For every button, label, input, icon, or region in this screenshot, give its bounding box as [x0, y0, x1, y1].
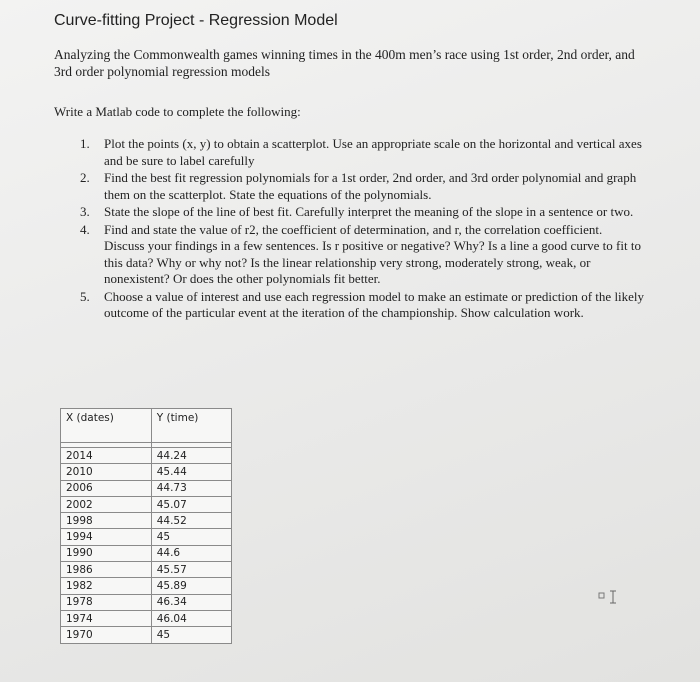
table-cell: 45 — [151, 529, 231, 545]
table-cell: 2014 — [61, 448, 152, 464]
instruction-prompt: Write a Matlab code to complete the following: — [54, 104, 301, 119]
header-y-time: Y (time) — [151, 409, 231, 443]
task-number: 3. — [80, 204, 90, 219]
intro-paragraph: Analyzing the Commonwealth games winning times in the 400m men’s race using 1st order, 2nd order, and 3rd order polynomial regression models — [54, 47, 635, 79]
table-cell: 1998 — [61, 513, 152, 529]
table-cell: 46.04 — [151, 610, 231, 626]
task-text: Choose a value of interest and use each regression model to make an estimate or prediction of the likely outcome of the particular event at the iteration of the championship. Show calculation work. — [104, 288, 645, 320]
table-row — [61, 529, 232, 545]
task-list — [80, 136, 645, 323]
table-cell: 45 — [151, 627, 231, 643]
data-table — [60, 408, 232, 644]
task-text: Plot the points (x, y) to obtain a scatterplot. Use an appropriate scale on the horizontal and vertical axes and be sure to label carefully — [104, 136, 642, 168]
table-cell: 45.07 — [151, 496, 231, 512]
table-row — [61, 513, 232, 529]
task-number: 2. — [80, 170, 90, 185]
task-number: 5. — [80, 288, 90, 304]
table-cell: 46.34 — [151, 594, 231, 610]
page-title: Curve-fitting Project - Regression Model — [54, 12, 338, 29]
header-x-dates: X (dates) — [61, 409, 152, 443]
table-cell: 45.89 — [151, 578, 231, 594]
table-cell: 1982 — [61, 578, 152, 594]
table-row — [61, 496, 232, 512]
task-item — [80, 170, 645, 203]
table-row — [61, 545, 232, 561]
table-cell: 45.44 — [151, 464, 231, 480]
task-text: Find and state the value of r2, the coefficient of determination, and r, the correlation coefficient. Discuss your findings in a few sentences. Is r positive or negative? Why? Is a line a good curve to fit to this data? Why or why not? Is the linear relationship very strong, moderately strong, weak, or nonexistent? Or does the other polynomials fit better. — [104, 221, 641, 286]
table-cell: 45.57 — [151, 562, 231, 578]
text-cursor-icon — [598, 589, 622, 605]
task-text: State the slope of the line of best fit. Carefully interpret the meaning of the slope in a sentence or two. — [104, 204, 634, 219]
task-number: 1. — [80, 136, 90, 151]
task-item — [80, 289, 645, 322]
table-row — [61, 578, 232, 594]
task-item — [80, 136, 645, 169]
table-row — [61, 448, 232, 464]
table-cell: 1978 — [61, 594, 152, 610]
table-header-row — [61, 409, 232, 443]
table-row — [61, 480, 232, 496]
table-cell: 2006 — [61, 480, 152, 496]
table-cell: 2010 — [61, 464, 152, 480]
table-row — [61, 562, 232, 578]
task-text: Find the best fit regression polynomials for a 1st order, 2nd order, and 3rd order polynomial and graph them on the scatterplot. State the equations of the polynomials. — [104, 170, 637, 202]
table-row — [61, 627, 232, 643]
task-item — [80, 222, 645, 288]
table-cell: 2002 — [61, 496, 152, 512]
table-row — [61, 594, 232, 610]
task-number: 4. — [80, 221, 90, 237]
table-cell: 1994 — [61, 529, 152, 545]
table-cell: 1990 — [61, 545, 152, 561]
task-item — [80, 204, 645, 221]
table-cell: 44.24 — [151, 448, 231, 464]
table-cell: 1986 — [61, 562, 152, 578]
table-cell: 1970 — [61, 627, 152, 643]
table-row — [61, 610, 232, 626]
table-cell: 44.6 — [151, 545, 231, 561]
table-cell: 44.52 — [151, 513, 231, 529]
table-row — [61, 464, 232, 480]
table-cell: 44.73 — [151, 480, 231, 496]
table-cell: 1974 — [61, 610, 152, 626]
